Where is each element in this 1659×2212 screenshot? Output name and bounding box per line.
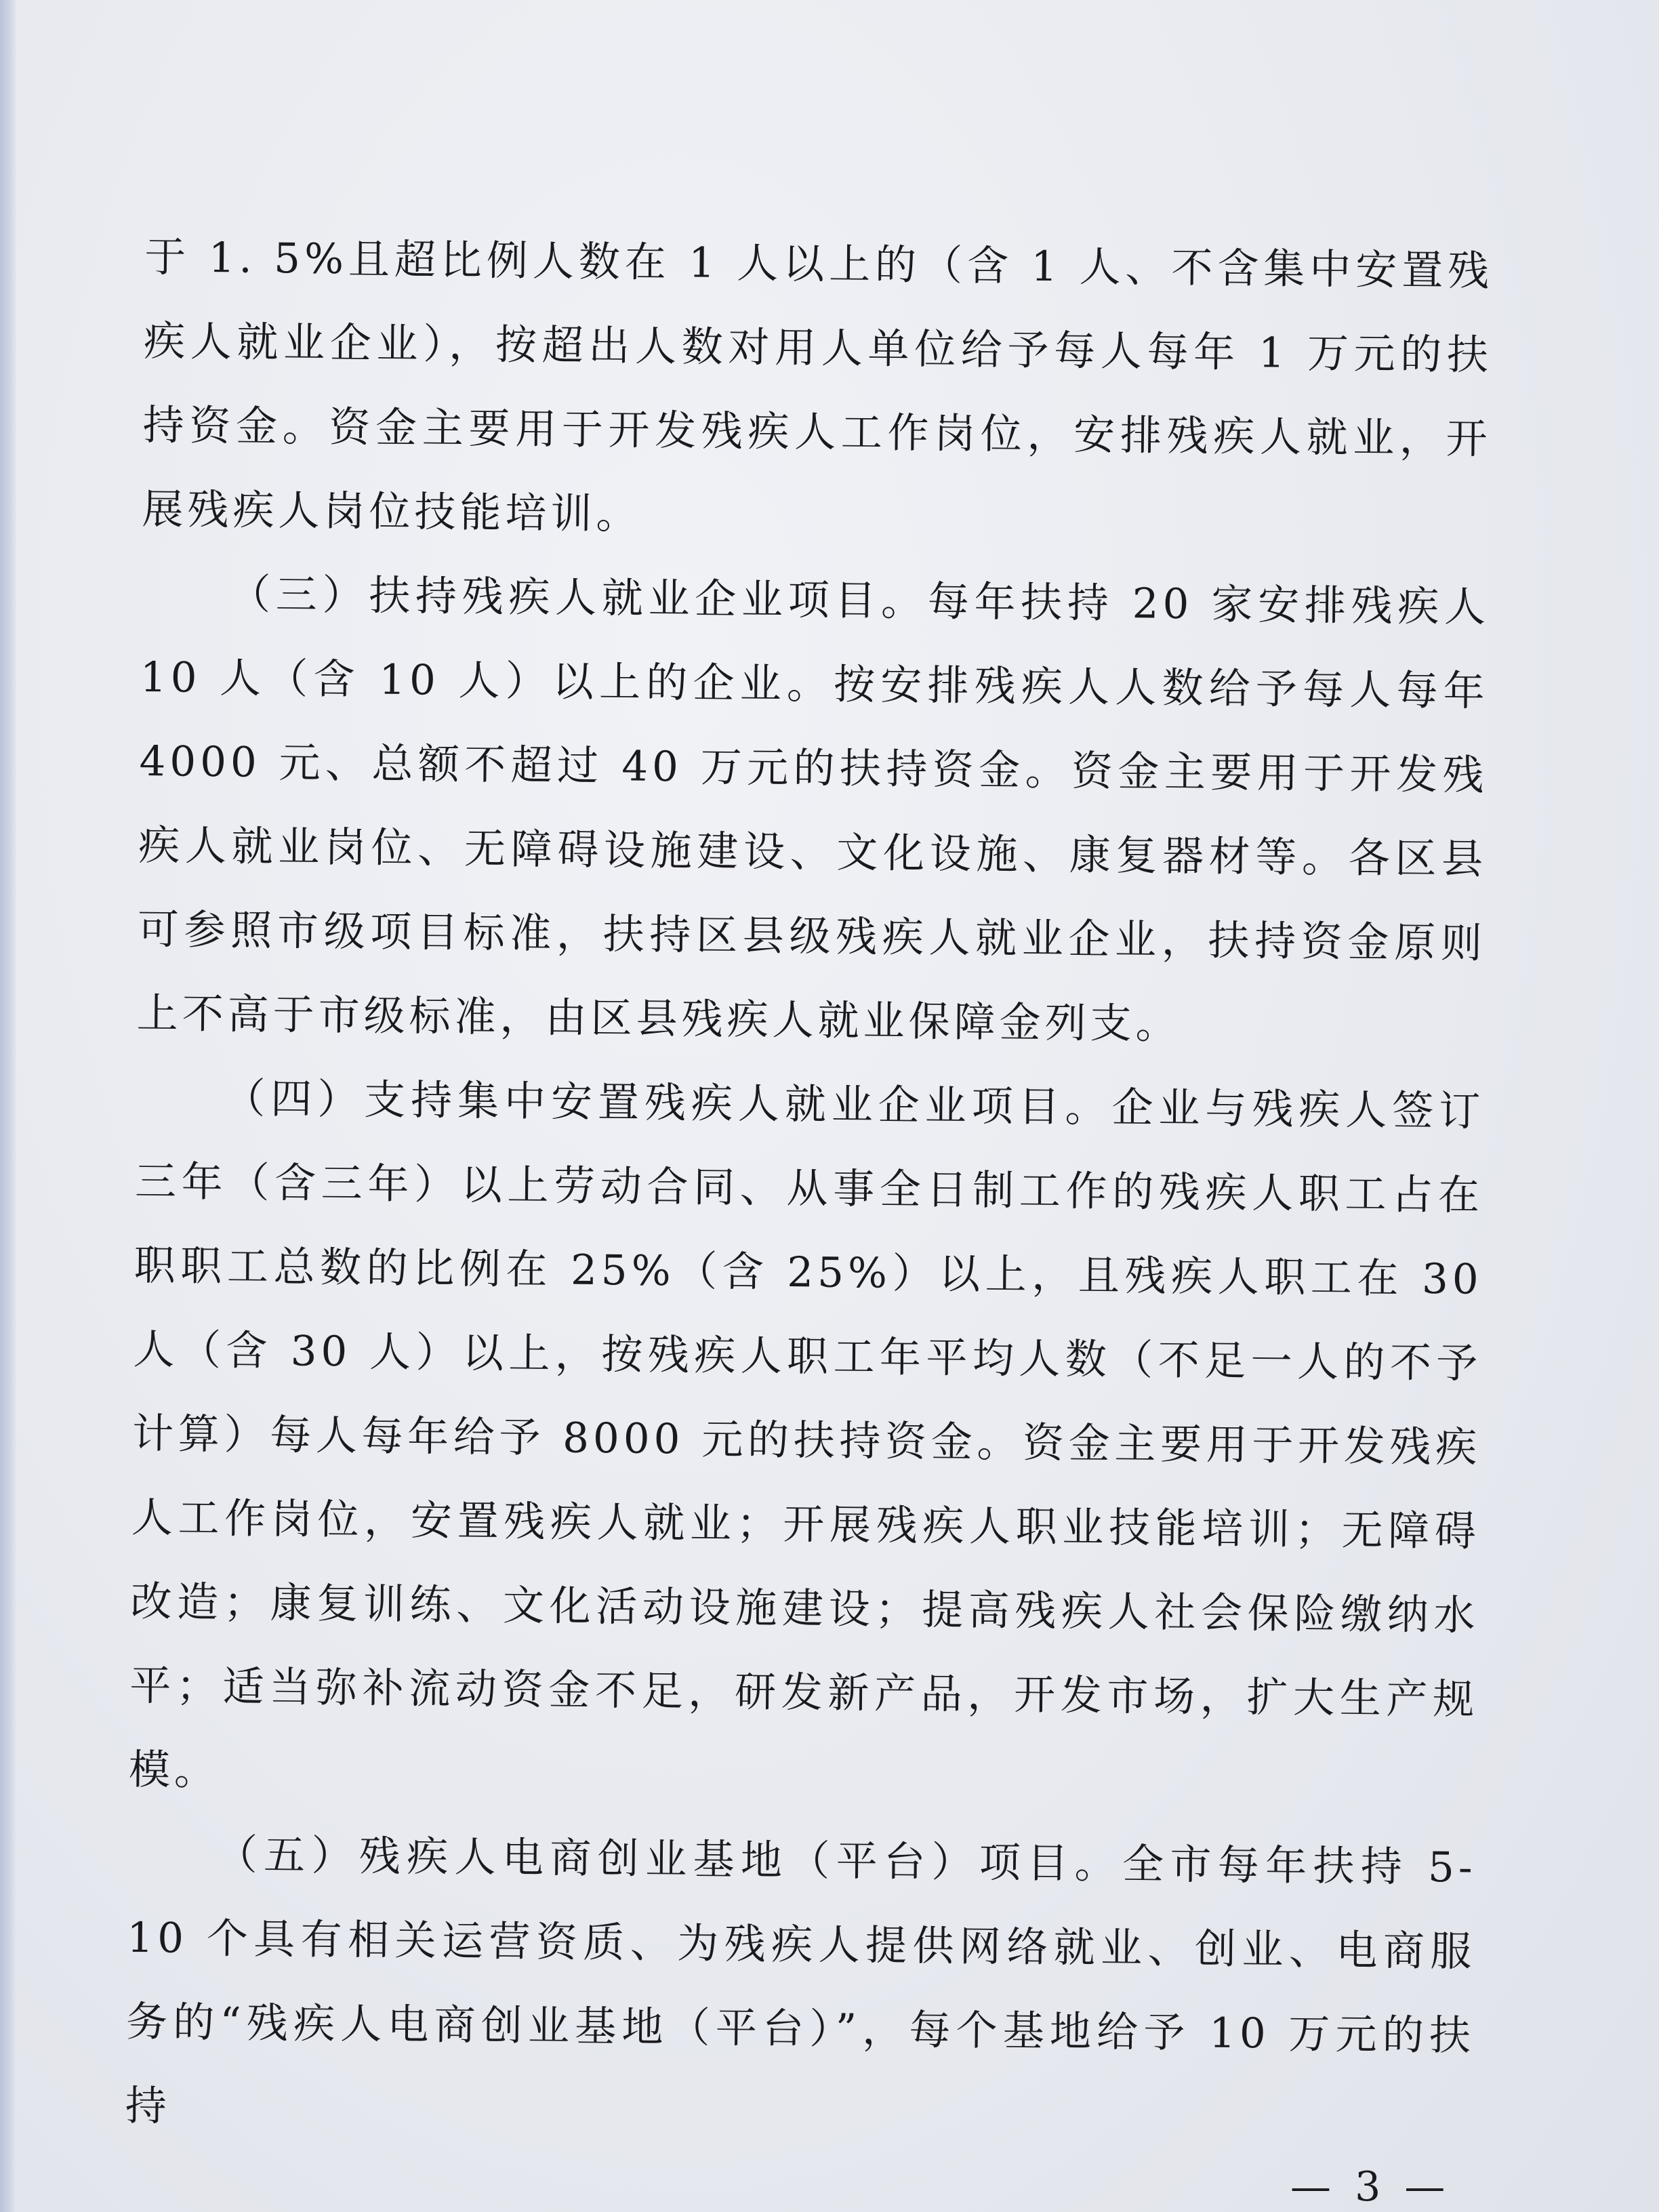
- paragraph-item-four: （四）支持集中安置残疾人就业企业项目。企业与残疾人签订三年（含三年）以上劳动合同、从事全日制工作的残疾人职工占在职职工总数的比例在 25%（含 25%）以上，且残疾人职工在 30 人（含 30 人）以上，按残疾人职工年平均人数（不足一人的不予计算）每人每年给予 8000 元的扶持资金。资金主要用于开发残疾人工作岗位，安置残疾人就业；开展残疾人职业技能培训；无障碍改造；康复训练、文化活动设施建设；提高残疾人社会保险缴纳水平；适当弥补流动资金不足，研发新产品，开发市场，扩大生产规模。: [128, 1074, 1485, 1795]
- document-body: [125, 216, 1494, 2163]
- paragraph-item-five: （五）残疾人电商创业基地（平台）项目。全市每年扶持 5-10 个具有相关运营资质、为残疾人提供网络就业、创业、电商服务的“残疾人电商创业基地（平台）”，每个基地给予 10 万元的扶持: [125, 1830, 1477, 2131]
- page-binding-edge: [0, 0, 16, 2212]
- document-page: [16, 0, 1659, 2212]
- page-number: — 3 —: [1290, 2163, 1451, 2211]
- paragraph-item-three: （三）扶持残疾人就业企业项目。每年扶持 20 家安排残疾人 10 人（含 10 人）以上的企业。按安排残疾人人数给予每人每年 4000 元、总额不超过 40 万元的扶持资金。资金主要用于开发残疾人就业岗位、无障碍设施建设、文化设施、康复器材等。各区县可参照市级项目标准，扶持区县级残疾人就业企业，扶持资金原则上不高于市级标准，由区县残疾人就业保障金列支。: [136, 570, 1490, 1049]
- paragraph-continuation: 于 1. 5%且超比例人数在 1 人以上的（含 1 人、不含集中安置残疾人就业企业），按超出人数对用人单位给予每人每年 1 万元的扶持资金。资金主要用于开发残疾人工作岗位，安排残疾人就业，开展残疾人岗位技能培训。: [142, 232, 1494, 539]
